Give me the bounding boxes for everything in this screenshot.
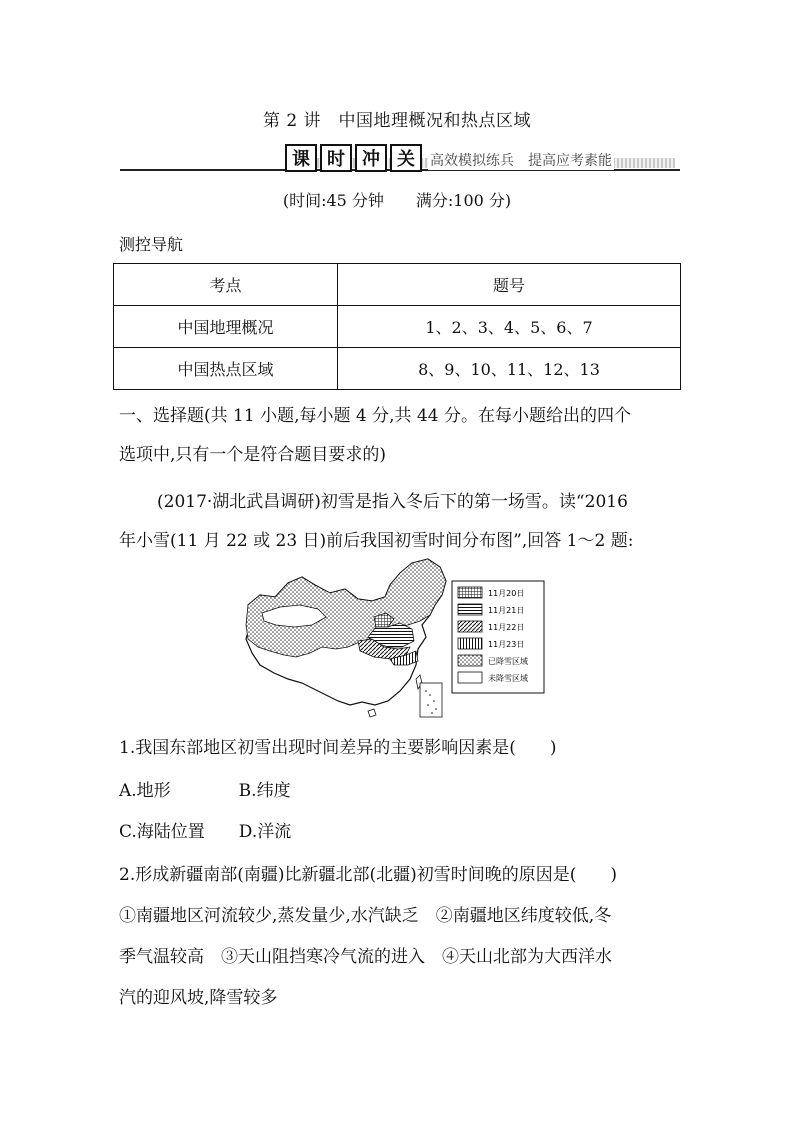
snow-map [240,555,570,720]
question-2-line: 季气温较高 ③天山阻挡寒冷气流的进入 ④天山北部为大西洋水 [119,947,612,967]
legend-label: 11月22日 [488,623,525,632]
banner-char: 课 [285,144,317,172]
table-header-cell: 考点 [114,264,338,306]
question-1-stem: 1.我国东部地区初雪出现时间差异的主要影响因素是( ) [119,738,557,758]
question-2-line: ①南疆地区河流较少,蒸发量少,水汽缺乏 ②南疆地区纬度较低,冬 [119,906,612,926]
topic-table [113,263,681,390]
section-banner [120,140,680,174]
banner-char: 时 [320,144,352,172]
legend-item-nov-22 [458,621,524,632]
legend-label: 未降雪区域 [488,674,528,683]
table-cell: 中国地理概况 [114,306,338,348]
hainan-island [368,709,376,717]
banner-char: 冲 [355,144,387,172]
legend-label: 11月20日 [488,589,525,598]
question-1-options-cd: C.海陆位置 D.洋流 [119,822,292,842]
table-row [114,306,681,348]
table-header-row [114,264,681,306]
banner-title [285,144,422,172]
intro-line: 年小雪(11 月 22 或 23 日)前后我国初雪时间分布图”,回答 1～2 题: [119,531,634,551]
legend-label: 11月21日 [488,606,525,615]
banner-slogan: 高效模拟练兵 提高应考素能 [428,150,614,170]
table-cell: 中国热点区域 [114,348,338,390]
snow-map-figure [240,555,570,720]
legend-item-snowed [458,655,528,666]
table-cell: 1、2、3、4、5、6、7 [338,306,681,348]
question-1-options-ab: A.地形 B.纬度 [119,781,291,801]
legend-item-nov-23 [458,638,524,649]
legend-item-unsnowed [458,672,528,683]
time-info: (时间:45 分钟 满分:100 分) [282,191,512,210]
section-heading-line: 选项中,只有一个是符合题目要求的) [119,445,387,465]
table-header-cell: 题号 [338,264,681,306]
nav-title: 测控导航 [119,235,184,254]
legend-item-nov-20 [458,587,524,598]
section-heading-line: 一、选择题(共 11 小题,每小题 4 分,共 44 分。在每小题给出的四个 [119,406,631,426]
table-cell: 8、9、10、11、12、13 [338,348,681,390]
question-2-line: 汽的迎风坡,降雪较多 [119,988,278,1008]
question-intro [119,487,679,557]
banner-char: 关 [390,144,422,172]
legend-item-nov-21 [458,604,524,615]
south-sea-inset [420,683,442,717]
lecture-title: 第 2 讲 中国地理概况和热点区域 [262,111,532,131]
question-2-stem: 2.形成新疆南部(南疆)比新疆北部(北疆)初雪时间晚的原因是( ) [119,865,618,885]
section-heading [119,401,679,471]
legend-label: 11月23日 [488,640,525,649]
intro-line: (2017·湖北武昌调研)初雪是指入冬后下的第一场雪。读“2016 [157,492,628,512]
table-row [114,348,681,390]
legend-label: 已降雪区域 [488,657,528,666]
